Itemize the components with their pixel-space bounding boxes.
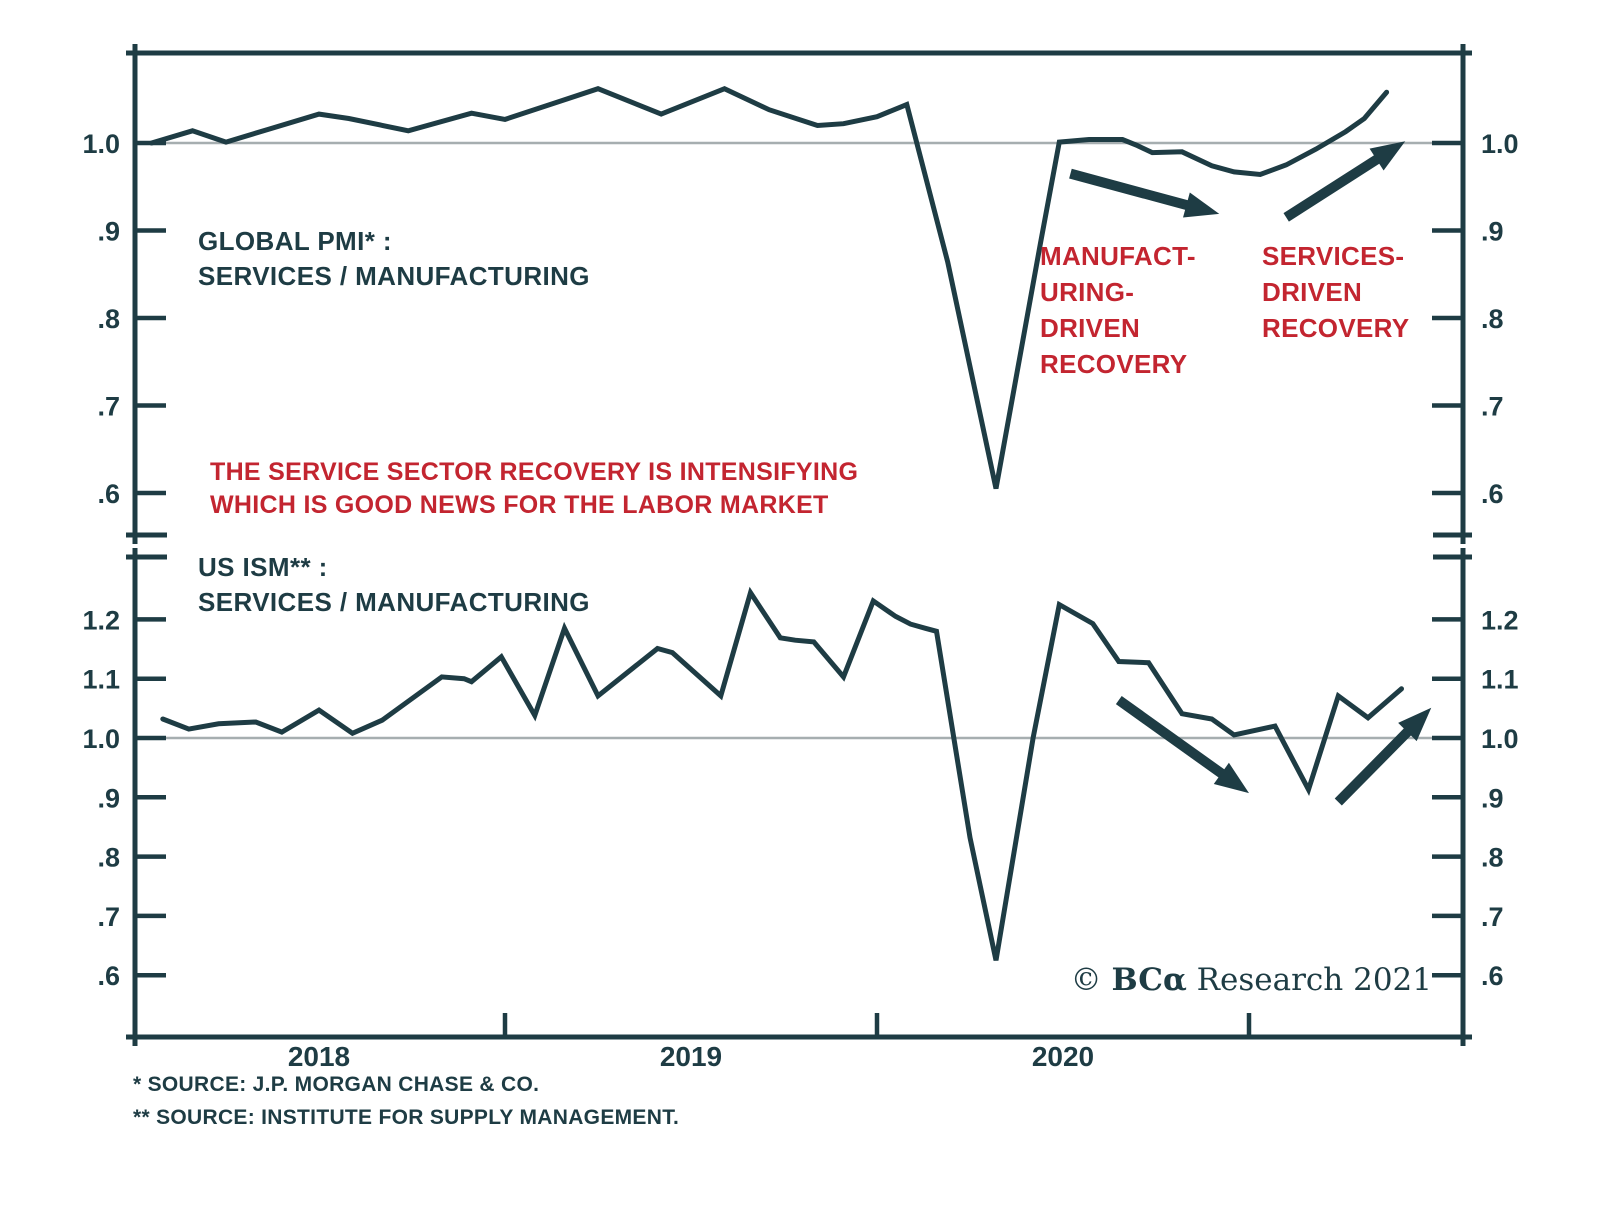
us_ism-y-axis-label-left: .7 bbox=[97, 901, 120, 932]
bottom-chart-title-line2: SERVICES / MANUFACTURING bbox=[198, 587, 590, 617]
headline-annotation bbox=[210, 456, 858, 522]
us_ism-y-axis-label-right: .7 bbox=[1481, 901, 1504, 932]
us_ism-y-axis-label-left: 1.0 bbox=[82, 724, 120, 754]
global_pmi-y-axis-label-left: .9 bbox=[97, 216, 120, 247]
global_pmi-y-axis-label-left: .6 bbox=[97, 479, 120, 509]
bottom-chart-title-line1: US ISM** : bbox=[198, 552, 328, 582]
manufacturing-label-line4: RECOVERY bbox=[1040, 349, 1188, 379]
global_pmi-y-axis-label-right: .6 bbox=[1481, 479, 1504, 509]
manufacturing-recovery-label bbox=[1040, 238, 1196, 382]
services-recovery-label bbox=[1262, 238, 1409, 346]
us_ism-y-axis-label-right: 1.0 bbox=[1481, 724, 1519, 754]
us_ism-y-axis-label-right: .9 bbox=[1481, 783, 1504, 814]
bottom-chart-title bbox=[198, 550, 590, 620]
top-chart-title bbox=[198, 224, 590, 294]
x-axis-year-label-2020: 2020 bbox=[1031, 1041, 1095, 1072]
manufacturing-label-line3: DRIVEN bbox=[1040, 313, 1141, 343]
copyright-symbol: © bbox=[1070, 962, 1112, 998]
global_pmi-y-axis-label-right: 1.0 bbox=[1481, 129, 1519, 159]
services-recovery-arrow-shaft bbox=[1286, 156, 1381, 217]
x-axis-year-label-2019: 2019 bbox=[659, 1041, 723, 1072]
source-footnotes bbox=[133, 1068, 679, 1134]
us_ism-y-axis-label-left: 1.2 bbox=[82, 605, 120, 636]
us_ism-y-axis-label-left: 1.1 bbox=[82, 664, 120, 695]
us_ism-y-axis-label-right: 1.1 bbox=[1481, 664, 1519, 695]
services-label-line3: RECOVERY bbox=[1262, 313, 1410, 343]
top-chart-title-line2: SERVICES / MANUFACTURING bbox=[198, 261, 590, 291]
headline-line1: THE SERVICE SECTOR RECOVERY IS INTENSIFYING bbox=[210, 458, 859, 486]
global_pmi-y-axis-label-right: .7 bbox=[1481, 391, 1504, 422]
us_ism-y-axis-label-right: 1.2 bbox=[1481, 605, 1519, 636]
global_pmi-y-axis-label-left: 1.0 bbox=[82, 129, 120, 159]
manufacturing-recovery-arrow-shaft bbox=[1070, 174, 1192, 207]
global_pmi-y-axis-label-left: .8 bbox=[97, 304, 120, 334]
manufacturing-label-line2: URING- bbox=[1040, 277, 1135, 307]
x-axis-year-label-2018: 2018 bbox=[287, 1041, 351, 1072]
copyright-rest: Research 2021 bbox=[1186, 962, 1432, 998]
copyright-line bbox=[930, 962, 1432, 998]
global_pmi-y-axis-label-right: .8 bbox=[1481, 304, 1504, 334]
top-chart-title-line1: GLOBAL PMI* : bbox=[198, 226, 392, 256]
source-footnote-1: * SOURCE: J.P. MORGAN CHASE & CO. bbox=[133, 1073, 540, 1096]
us_ism-y-axis-label-right: .8 bbox=[1481, 842, 1504, 873]
services-label-line2: DRIVEN bbox=[1262, 277, 1363, 307]
manufacturing-recovery-arrow-head bbox=[1183, 192, 1219, 217]
manufacturing-label-line1: MANUFACT- bbox=[1040, 241, 1196, 271]
services-label-line1: SERVICES- bbox=[1262, 241, 1405, 271]
us_ism-y-axis-label-right: .6 bbox=[1481, 961, 1504, 992]
global_pmi-y-axis-label-right: .9 bbox=[1481, 216, 1504, 247]
us_ism-series-line bbox=[163, 593, 1402, 961]
us_ism-y-axis-label-left: .9 bbox=[97, 783, 120, 814]
global_pmi-y-axis-label-left: .7 bbox=[97, 391, 120, 422]
us_ism-y-axis-label-left: .6 bbox=[97, 961, 120, 992]
bca-brand: BCα bbox=[1111, 962, 1187, 998]
headline-line2: WHICH IS GOOD NEWS FOR THE LABOR MARKET bbox=[210, 491, 829, 519]
us_ism-y-axis-label-left: .8 bbox=[97, 842, 120, 873]
source-footnote-2: ** SOURCE: INSTITUTE FOR SUPPLY MANAGEMENT. bbox=[133, 1106, 680, 1129]
